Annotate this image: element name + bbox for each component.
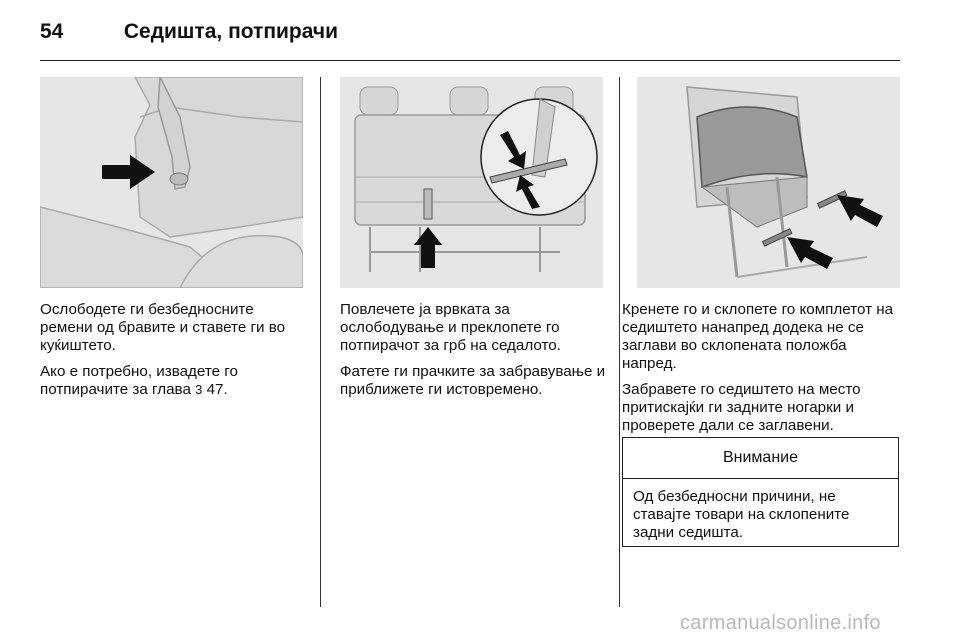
page-header bbox=[40, 20, 338, 44]
page-title: Седишта, потпирачи bbox=[123, 20, 339, 43]
footer-watermark: carmanualsonline.info bbox=[680, 612, 881, 634]
page-number: 54 bbox=[40, 20, 64, 43]
warning-title: Внимание bbox=[623, 438, 898, 479]
page-ref-icon: 3 bbox=[195, 382, 203, 397]
paragraph-with-ref: Ако е потребно, извадете го потпирачите за глава 3 47. bbox=[40, 363, 238, 398]
figure-seat-release bbox=[340, 77, 603, 288]
header-rule bbox=[40, 60, 900, 61]
column-divider bbox=[320, 77, 321, 607]
paragraph: Кренете го и склопете го комплетот на седиштето нанапред додека не се заглави во склопената положба напред. bbox=[622, 301, 894, 372]
paragraph: Забравете го седиштето на место притискајќи ги задните ногарки и проверете дали се заглавени. bbox=[622, 381, 861, 434]
column-divider bbox=[619, 77, 620, 607]
column-3-text bbox=[622, 301, 904, 443]
column-1-text bbox=[40, 301, 308, 407]
page-ref-link[interactable]: 47. bbox=[206, 381, 228, 398]
paragraph: Ослободете ги безбедносните ремени од бравите и ставете ги во куќиштето. bbox=[40, 301, 286, 354]
column-2-text bbox=[340, 301, 610, 407]
warning-body: Од безбедносни причини, не ставајте товари на склопените задни седишта. bbox=[633, 488, 850, 541]
paragraph: Повлечете ја врвката за ослободување и преклопете го потпирачот за грб на седалото. bbox=[340, 301, 561, 354]
figure-folded-seat bbox=[637, 77, 900, 288]
paragraph: Фатете ги прачките за забравување и приближете ги истовремено. bbox=[340, 363, 606, 398]
warning-box bbox=[622, 437, 899, 547]
figure-seatbelt-holder bbox=[40, 77, 303, 288]
